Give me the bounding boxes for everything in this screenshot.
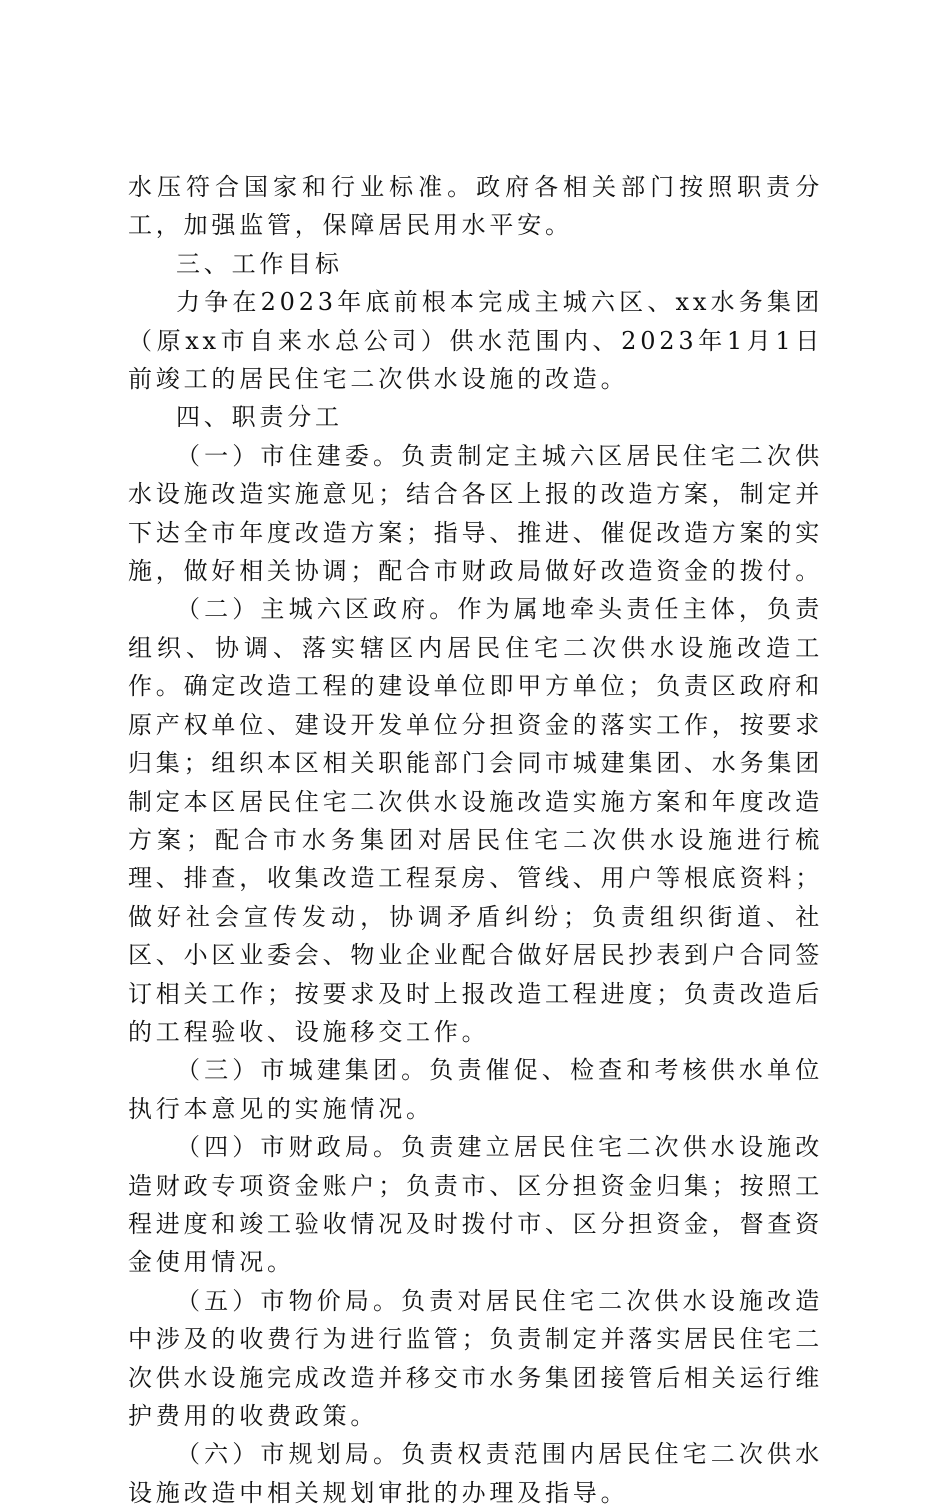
- section-heading: 四、职责分工: [176, 403, 343, 432]
- body-paragraph: （一）市住建委。负责制定主城六区居民住宅二次供水设施改造实施意见；结合各区上报的改造方案，制定并下达全市年度改造方案；指导、推进、催促改造方案的实施，做好相关协调；配合市财政局做好改造资金的拨付。: [128, 441, 823, 586]
- document-page: [128, 168, 823, 1512]
- body-paragraph: 力争在2023年底前根本完成主城六区、xx水务集团（原xx市自来水总公司）供水范围内、2023年1月1日前竣工的居民住宅二次供水设施的改造。: [128, 288, 823, 394]
- body-paragraph: （四）市财政局。负责建立居民住宅二次供水设施改造财政专项资金账户；负责市、区分担资金归集；按照工程进度和竣工验收情况及时拨付市、区分担资金，督查资金使用情况。: [128, 1133, 823, 1277]
- body-paragraph: （三）市城建集团。负责催促、检查和考核供水单位执行本意见的实施情况。: [128, 1056, 823, 1123]
- body-paragraph: 水压符合国家和行业标准。政府各相关部门按照职责分工，加强监管，保障居民用水平安。: [128, 173, 823, 240]
- body-paragraph: （六）市规划局。负责权责范围内居民住宅二次供水设施改造中相关规划审批的办理及指导。: [128, 1440, 823, 1507]
- body-paragraph: （二）主城六区政府。作为属地牵头责任主体，负责组织、协调、落实辖区内居民住宅二次供水设施改造工作。确定改造工程的建设单位即甲方单位；负责区政府和原产权单位、建设开发单位分担资金的落实工作，按要求归集；组织本区相关职能部门会同市城建集团、水务集团制定本区居民住宅二次供水设施改造实施方案和年度改造方案；配合市水务集团对居民住宅二次供水设施进行梳理、排查，收集改造工程泵房、管线、用户等根底资料；做好社会宣传发动，协调矛盾纠纷；负责组织街道、社区、小区业委会、物业企业配合做好居民抄表到户合同签订相关工作；按要求及时上报改造工程进度；负责改造后的工程验收、设施移交工作。: [128, 595, 823, 1046]
- section-heading: 三、工作目标: [176, 249, 343, 278]
- body-paragraph: （五）市物价局。负责对居民住宅二次供水设施改造中涉及的收费行为进行监管；负责制定并落实居民住宅二次供水设施完成改造并移交市水务集团接管后相关运行维护费用的收费政策。: [128, 1286, 823, 1430]
